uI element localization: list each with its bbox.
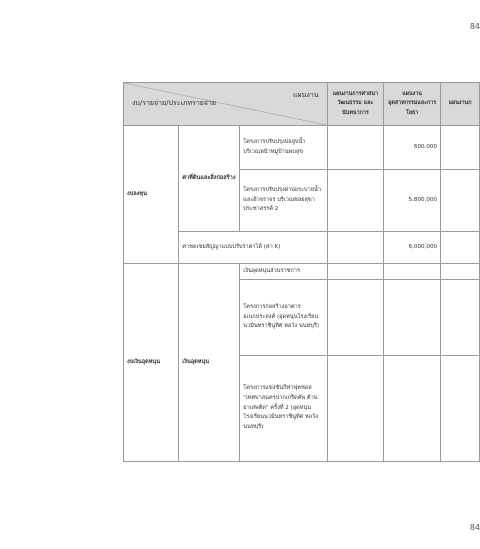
- value-cell: [384, 264, 441, 280]
- value-cell: [327, 264, 384, 280]
- value-cell: [327, 356, 384, 462]
- column-header-religion: แผนงานการศาสนา วัฒนธรรม และนันทนาการ: [327, 83, 384, 126]
- budget-table: [123, 82, 480, 462]
- table-row: [124, 126, 480, 170]
- plan-label: แผนงาน: [293, 91, 319, 99]
- page-number-bottom: 84: [469, 523, 480, 532]
- value-cell: [327, 170, 384, 232]
- value-cell: [441, 170, 480, 232]
- value-cell: [441, 356, 480, 462]
- corner-header-cell: [124, 83, 328, 126]
- value-cell: [327, 280, 384, 356]
- column-header-industry: แผนงาน อุตสาหกรรมและการโยธา: [384, 83, 441, 126]
- value-cell: [441, 280, 480, 356]
- value-cell: 5,800,000: [384, 170, 441, 232]
- item-label: โครงการปรับปรุงบ่อสูบน้ำ บริเวณหน้าหมู่บ้านพบสุข: [240, 126, 327, 170]
- value-cell: [384, 356, 441, 462]
- budget-type-cell: งบเงินอุดหนุน: [124, 264, 179, 462]
- column-header-truncated: แผนงานก: [441, 83, 480, 126]
- value-cell: [441, 232, 480, 264]
- item-label: โครงการแข่งขันกีฬาฟุตซอล "เทศบาลนครปากเกร็ดคัพ ต้านยาเสพติด" ครั้งที่ 2 (อุดหนุนโรงเรียนนวมินทราชินูทิศ หอวัง นนทบุรี): [240, 356, 327, 462]
- value-cell: [441, 126, 480, 170]
- expense-type-cell: เงินอุดหนุน: [179, 264, 240, 462]
- value-cell: [441, 264, 480, 280]
- sub-header-label: เงินอุดหนุนส่วนราชการ: [240, 264, 327, 280]
- value-cell: [327, 126, 384, 170]
- value-cell: 6,000,000: [384, 232, 441, 264]
- value-cell: 600,000: [384, 126, 441, 170]
- table-row: [124, 264, 480, 280]
- row-header-label: งบ/รายจ่าย/ประเภทรายจ่าย: [132, 99, 217, 107]
- item-label: ค่าชดเชยสัญญาแบบปรับราคาได้ (ค่า K): [179, 232, 327, 264]
- value-cell: [384, 280, 441, 356]
- budget-type-cell: งบลงทุน: [124, 126, 179, 264]
- table-header-row: [124, 83, 480, 126]
- value-cell: [327, 232, 384, 264]
- expense-type-cell: ค่าที่ดินและสิ่งก่อสร้าง: [179, 126, 240, 232]
- page-number-top: 84: [469, 22, 480, 31]
- item-label: โครงการปรับปรุงฝาบ่อระบายน้ำและผิวจราจร บริเวณซอยสุขาประชาสรรค์ 2: [240, 170, 327, 232]
- item-label: โครงการก่อสร้างอาคารอเนกประสงค์ (อุดหนุนโรงเรียนนวมินทราชินูทิศ หอวัง นนทบุรี): [240, 280, 327, 356]
